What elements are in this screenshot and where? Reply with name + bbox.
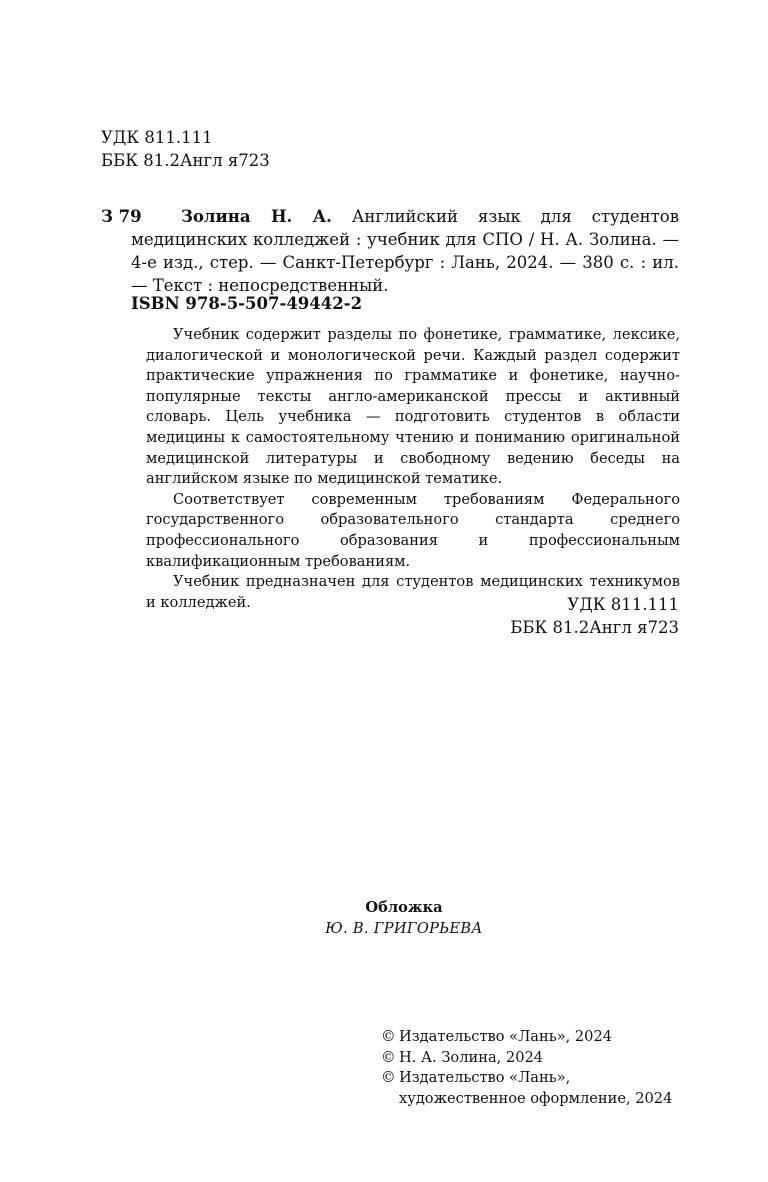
isbn: ISBN 978-5-507-49442-2	[131, 294, 363, 313]
cover-designer: Ю. В. ГРИГОРЬЕВА	[325, 920, 483, 937]
copyright-line	[381, 1027, 672, 1048]
cover-label: Обложка	[365, 899, 443, 916]
copyright-icon: ©	[381, 1069, 396, 1087]
bibliographic-entry	[101, 205, 679, 297]
copyright-line	[381, 1048, 672, 1069]
cover-credit	[230, 897, 578, 939]
author-mark: З 79	[101, 207, 142, 226]
classification-footer	[510, 593, 679, 639]
author-name: Золина Н. А.	[181, 207, 332, 226]
copyright-block	[381, 1027, 672, 1110]
copyright-line-continuation	[381, 1089, 672, 1110]
copyright-text: Н. А. Золина, 2024	[399, 1048, 544, 1066]
copyright-icon: ©	[381, 1028, 396, 1045]
copyright-line	[381, 1068, 672, 1089]
copyright-icon: ©	[381, 1048, 396, 1066]
abstract-paragraph: Учебник содержит разделы по фонетике, грамматике, лексике, диалогической и монологической речи. Каждый раздел содержит практические упражнения по грамматике и фонетике, научно-популярные тексты англо-американской прессы и активный словарь. Цель учебника — подготовить студентов в области медицины к самостоятельному чтению и пониманию оригинальной медицинской литературы и свободному ведению беседы на английском языке по медицинской тематике.	[146, 326, 680, 488]
bbk-code: ББК 81.2Англ я723	[101, 151, 270, 170]
abstract-paragraph: Соответствует современным требованиям Федерального государственного образовательного стандарта среднего профессионального образования и профессиональным квалификационным требованиям.	[146, 490, 680, 570]
title-and-imprint: Английский язык для студентов медицинских колледжей : учебник для СПО / Н. А. Золина. — 4-е изд., стер. — Санкт-Петербург : Лань, 2024. — 380 с. : ил. — Текст : непосредственный.	[131, 207, 679, 295]
copyright-text: Издательство «Лань», 2024	[399, 1028, 613, 1045]
udk-code: УДК 811.111	[567, 595, 679, 614]
abstract	[146, 325, 680, 613]
bibliographic-description	[131, 205, 679, 297]
classification-header	[101, 126, 270, 172]
bbk-code: ББК 81.2Англ я723	[510, 618, 679, 637]
copyright-text: Издательство «Лань»,	[399, 1069, 571, 1087]
copyright-text: художественное оформление, 2024	[399, 1090, 673, 1108]
abstract-paragraph: Учебник предназначен для студентов медицинских техникумов и колледжей.	[146, 573, 680, 611]
udk-code: УДК 811.111	[101, 128, 213, 147]
